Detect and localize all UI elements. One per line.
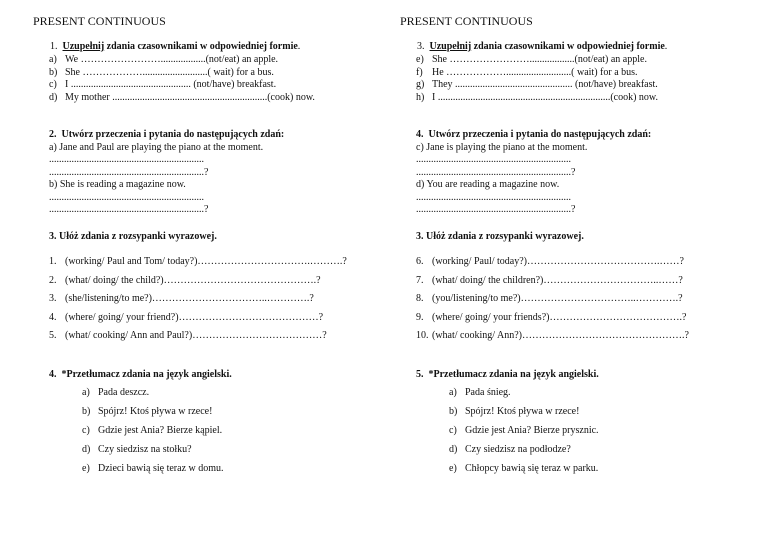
section-3-heading: 3. Ułóż zdania z rozsypanki wyrazowej. <box>49 231 217 242</box>
exercise-line <box>49 92 315 105</box>
heading-text: *Przetłumacz zdania na język angielski. <box>428 369 599 380</box>
exercise-line <box>416 54 647 67</box>
item-text: My mother ..............................................................(cook) now. <box>65 91 315 103</box>
list-item <box>82 444 192 457</box>
item-label: c) <box>449 425 457 436</box>
item-label: a) <box>49 54 57 65</box>
section-number: 1. <box>50 41 58 52</box>
item-text: (what/ doing/ the children?)……………………………..……? <box>432 274 683 286</box>
item-label: d) <box>82 444 91 455</box>
item-text: Gdzie jest Ania? Bierze kąpiel. <box>98 425 223 436</box>
answer-blank: .............................................................. <box>49 154 204 165</box>
section-2-heading <box>416 129 651 142</box>
section-4-heading <box>49 369 232 382</box>
exercise-line <box>49 79 276 92</box>
section-4-heading <box>416 369 599 382</box>
item-label: b) <box>49 66 58 78</box>
section-number: 3. <box>417 41 425 52</box>
item-text: Spójrz! Ktoś pływa w rzece! <box>465 406 580 417</box>
section-1-heading <box>50 41 300 54</box>
item-text: I .....................................................................(cook) now. <box>432 91 659 103</box>
list-item <box>449 444 571 457</box>
list-item <box>82 463 224 476</box>
item-text: (where/ going/ your friend?)……………………………………? <box>65 311 324 323</box>
heading-text: Utwórz przeczenia i pytania do następujących zdań: <box>428 129 652 140</box>
list-item <box>49 275 321 288</box>
item-label: g) <box>416 79 425 90</box>
heading-text: Utwórz przeczenia i pytania do następujących zdań: <box>61 129 285 140</box>
sentence-line: b) She is reading a magazine now. <box>49 179 186 190</box>
section-1-heading <box>417 41 667 54</box>
list-item <box>82 387 149 400</box>
list-item <box>449 425 599 438</box>
list-item <box>82 425 222 438</box>
list-item <box>82 406 212 419</box>
list-item <box>416 312 686 325</box>
item-text: (she/listening/to me?)……………………………..………….? <box>65 293 314 304</box>
item-label: 7. <box>416 274 424 286</box>
item-label: 9. <box>416 311 424 323</box>
exercise-line <box>416 67 638 80</box>
item-text: We ……………………..................(not/eat) an apple. <box>65 54 279 65</box>
answer-blank: ..............................................................? <box>49 204 209 215</box>
answer-blank: .............................................................. <box>49 191 204 203</box>
item-text: Dzieci bawią się teraz w domu. <box>98 463 224 474</box>
item-text: (what/ doing/ the child?)……………………………………….? <box>65 274 321 286</box>
heading-text: *Przetłumacz zdania na język angielski. <box>61 369 232 380</box>
sentence-line: d) You are reading a magazine now. <box>416 179 560 190</box>
list-item <box>416 275 683 288</box>
list-item <box>416 293 683 306</box>
item-text: (working/ Paul/ today?)………………………………….……? <box>432 256 684 267</box>
list-item <box>49 312 323 325</box>
item-text: (where/ going/ your friends?)………………………………….? <box>432 311 687 323</box>
item-text: (what/ cooking/ Ann?)………………………………………….? <box>432 330 689 341</box>
item-text: He ………………..........................( wait) for a bus. <box>432 66 638 78</box>
item-text: (what/ cooking/ Ann and Paul?)…………………………………? <box>65 330 327 341</box>
answer-blank: ..............................................................? <box>416 204 576 215</box>
answer-blank: .............................................................. <box>416 154 571 165</box>
heading-part: . <box>297 41 301 52</box>
list-item <box>416 256 684 269</box>
section-number: 4. <box>49 369 57 380</box>
heading-part: zdania czasownikami w odpowiedniej formie <box>471 41 665 52</box>
item-label: 6. <box>416 256 424 267</box>
item-text: Czy siedzisz na stołku? <box>98 444 192 455</box>
item-label: 10. <box>416 330 429 341</box>
list-item <box>49 256 347 269</box>
section-number: 5. <box>416 369 424 380</box>
item-text: Chłopcy bawią się teraz w parku. <box>465 463 599 474</box>
list-item <box>449 406 579 419</box>
item-text: Pada śnieg. <box>465 387 511 398</box>
exercise-line <box>49 54 278 67</box>
answer-blank: ..............................................................? <box>49 166 209 178</box>
section-3-heading: 3. Ułóż zdania z rozsypanki wyrazowej. <box>416 231 584 242</box>
page-title: PRESENT CONTINUOUS <box>400 14 533 28</box>
item-label: c) <box>49 79 57 90</box>
section-2-heading <box>49 129 284 142</box>
item-label: 4. <box>49 311 57 323</box>
item-label: f) <box>416 66 423 78</box>
heading-part: Uzupełnij <box>429 41 472 52</box>
heading-part: Uzupełnij <box>62 41 105 52</box>
exercise-line <box>416 92 658 105</box>
item-label: d) <box>49 91 58 103</box>
item-label: b) <box>449 406 458 417</box>
heading-part: . <box>664 41 668 52</box>
section-number: 2. <box>49 129 57 140</box>
heading-part: zdania czasownikami w odpowiedniej formie <box>104 41 298 52</box>
item-text: (working/ Paul and Tom/ today?)…………………………….……….? <box>65 256 347 267</box>
list-item <box>49 330 327 343</box>
item-text: Gdzie jest Ania? Bierze prysznic. <box>465 425 599 436</box>
item-label: 3. <box>49 293 57 304</box>
exercise-line <box>416 79 658 92</box>
list-item <box>416 330 689 343</box>
item-label: h) <box>416 91 425 103</box>
item-text: I ................................................ (not/have) breakfast. <box>65 79 277 90</box>
item-label: e) <box>449 463 457 474</box>
item-text: Pada deszcz. <box>98 387 150 398</box>
item-label: 1. <box>49 256 57 267</box>
item-label: e) <box>416 54 424 65</box>
answer-blank: .............................................................. <box>416 191 571 203</box>
answer-blank: ..............................................................? <box>416 166 576 178</box>
item-label: a) <box>82 387 90 398</box>
item-text: (you/listening/to me?)……………………………..………….? <box>432 293 683 304</box>
item-text: They ............................................... (not/have) breakfast. <box>432 79 658 90</box>
item-label: b) <box>82 406 91 417</box>
item-text: Czy siedzisz na podłodze? <box>465 444 571 455</box>
exercise-line <box>49 67 274 80</box>
item-label: c) <box>82 425 90 436</box>
page-title: PRESENT CONTINUOUS <box>33 14 166 28</box>
sentence-line: c) Jane is playing the piano at the moment. <box>416 141 588 153</box>
sentence-line: a) Jane and Paul are playing the piano at the moment. <box>49 141 264 153</box>
item-label: 8. <box>416 293 424 304</box>
list-item <box>49 293 314 306</box>
item-text: She ……………………..................(not/eat) an apple. <box>432 54 647 65</box>
item-label: d) <box>449 444 458 455</box>
section-number: 4. <box>416 129 424 140</box>
item-label: e) <box>82 463 90 474</box>
item-text: Spójrz! Ktoś pływa w rzece! <box>98 406 213 417</box>
list-item <box>449 387 511 400</box>
item-label: 2. <box>49 274 57 286</box>
list-item <box>449 463 598 476</box>
item-text: She ………………..........................( wait) for a bus. <box>65 66 274 78</box>
item-label: a) <box>449 387 457 398</box>
item-label: 5. <box>49 330 57 341</box>
